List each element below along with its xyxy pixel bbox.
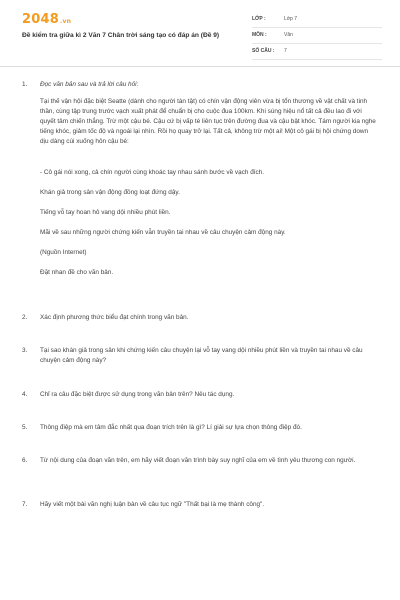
question-text: Chỉ ra câu đặc biệt được sử dụng trong văn bản trên? Nêu tác dụng.: [40, 391, 235, 398]
exam-meta: [252, 14, 382, 62]
logo-text: 2048: [22, 12, 59, 27]
meta-row-class: [252, 14, 382, 28]
header-divider: [0, 66, 400, 67]
question-text: Xác định phương thức biểu đạt chính trong văn bản.: [40, 314, 189, 321]
meta-label-subject: MÔN :: [252, 32, 267, 38]
question-text: Hãy viết một bài văn nghị luận bàn về câu tục ngữ "Thất bại là mẹ thành công".: [40, 501, 265, 508]
passage-paragraph: Khán giả trong sân vận động đồng loạt đứng dậy.: [40, 189, 180, 196]
question-number: 1.: [22, 81, 28, 88]
site-logo[interactable]: [22, 12, 71, 27]
meta-value-subject: Văn: [284, 32, 293, 38]
question-text: Đọc văn bản sau và trả lời câu hỏi:: [40, 81, 139, 88]
passage-paragraph: Đặt nhan đề cho văn bản.: [40, 269, 114, 276]
question-text: Từ nội dung của đoạn văn trên, em hãy viết đoạn văn trình bày suy nghĩ của em về tình yêu thương con người.: [40, 457, 356, 464]
meta-value-class: Lớp 7: [284, 16, 298, 22]
question-number: 2.: [22, 314, 28, 321]
passage-paragraph: Tiếng vỗ tay hoan hô vang dội nhiều phút liền.: [40, 209, 171, 216]
page-title: Đề kiểm tra giữa kì 2 Văn 7 Chân trời sáng tạo có đáp án (Đề 9): [22, 32, 220, 39]
meta-label-class: LỚP :: [252, 16, 266, 22]
meta-row-subject: [252, 30, 382, 44]
meta-value-question-count: 7: [284, 48, 287, 54]
question-number: 4.: [22, 391, 28, 398]
question-number: 7.: [22, 501, 28, 508]
page-header: [0, 0, 400, 66]
logo-suffix: .vn: [59, 18, 72, 25]
meta-label-question-count: SỐ CÂU :: [252, 48, 275, 54]
question-text: Tại sao khán giả trong sân khi chứng kiến câu chuyện lại vỗ tay vang dội nhiều phút liền và truyền tai nhau về câu chuyện cảm động này?: [40, 347, 363, 364]
question-number: 6.: [22, 457, 28, 464]
question-number: 5.: [22, 424, 28, 431]
meta-row-question-count: [252, 46, 382, 60]
passage-source: (Nguồn Internet): [40, 249, 87, 256]
question-number: 3.: [22, 347, 28, 354]
passage-paragraph: Tại thế vận hội đặc biệt Seatte (dành cho người tàn tật) có chín vận động viên vừa bị tổn thương về vật chất và tinh thần, cùng tập trung trước vạch xuất phát để chuẩn bị cho cuộc đua 100km. Khi súng hiệu nổ tất cả đều lao đi với quyết tâm chiến thắng. Trừ một cậu bé. Cậu cứ bị vấp té liên tục trên đường đua và cậu bật khóc. Tám người kia nghe tiếng khóc, giảm tốc độ và ngoái lại nhìn. Rồi họ quay trở lại. Tất cả, không trừ một ai! Một cô gái bị hội chứng down dịu dàng cúi xuống hôn cậu bé:: [40, 98, 376, 145]
passage-paragraph: Mãi về sau những người chứng kiến vẫn truyền tai nhau về câu chuyện cảm động này.: [40, 229, 286, 236]
question-text: Thông điệp mà em tâm đắc nhất qua đoạn trích trên là gì? Lí giải sự lựa chọn thông điệp đó.: [40, 424, 302, 431]
passage-paragraph: - Cô gái nói xong, cả chín người cùng khoác tay nhau sánh bước về vạch đích.: [40, 169, 265, 176]
